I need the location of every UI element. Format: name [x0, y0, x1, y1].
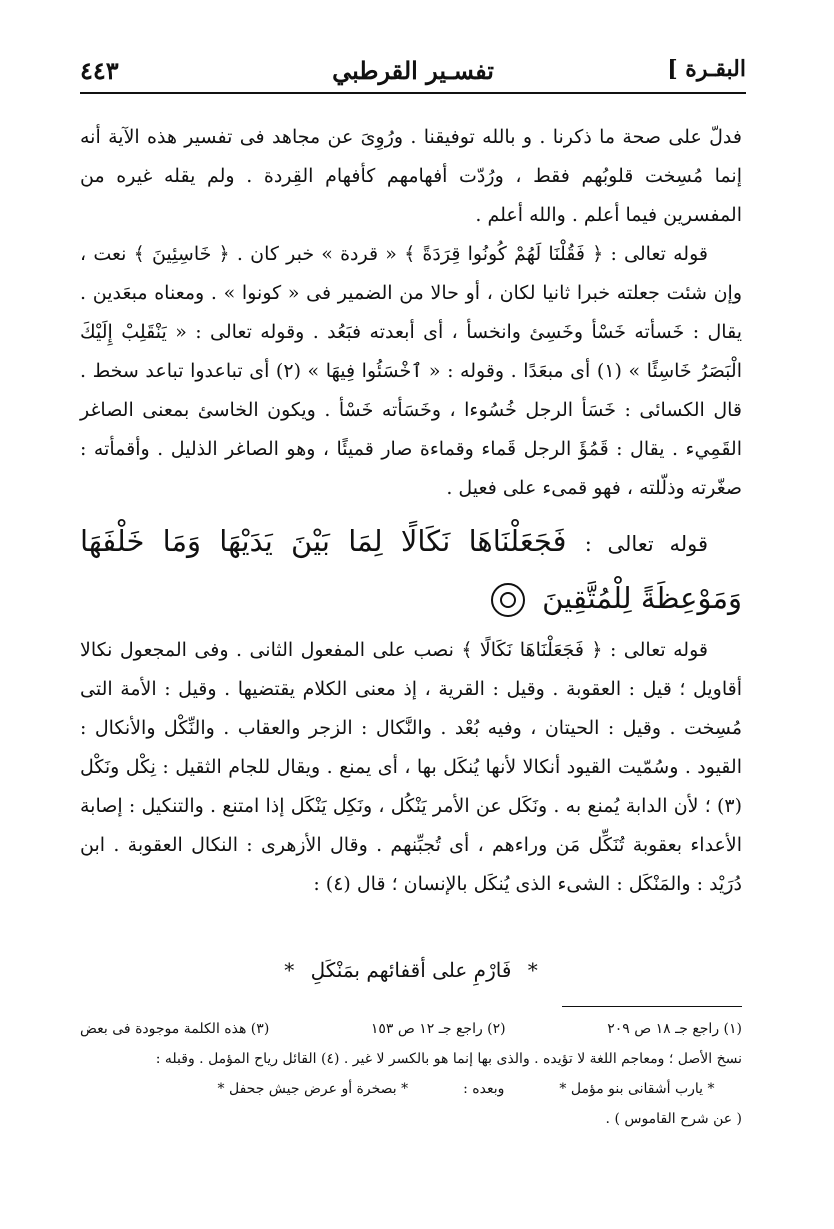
footnote-1: (١) راجع جـ ١٨ ص ٢٠٩ [607, 1021, 742, 1037]
paragraph-2: قوله تعالى : ﴿ فَقُلْنَا لَهُمْ كُونُوا قِرَدَةً ﴾ « قردة » خبر كان . ﴿ خَاسِئِينَ ﴾ نعت ، وإن شئت جعلته خبرا ثانيا لكان ، أو حالا من الضمير فى « كونوا » . ومعناه مبعَدين . يقال : خَسأته خَسْأ وخَسِئ وانخسأ ، أى أبعدته فبَعُد . وقوله تعالى : « يَنْقَلِبْ إِلَيْكَ الْبَصَرُ خَاسِئًا » (١) أى مبعَدًا . وقوله : « ٱخْسَئُوا فِيهَا » (٢) أى تباعدوا تباعد سخط . قال الكسائى : خَسَأ الرجل خُسُوءا ، وخَسَأته خَسْأ . ويكون الخاسئ بمعنى الصاغر القَمِيء . يقال : قَمُؤَ الرجل قَماء وقماءة صار قميئًا ، وهو الصاغر الذليل . وأقمأته : صغّرته وذلّلته ، فهو قمىء على فعيل . [80, 243, 742, 499]
footnote-poem-middle: وبعده : [463, 1081, 505, 1097]
poetry-line [80, 958, 742, 982]
footnote-2: (٢) راجع جـ ١٢ ص ١٥٣ [370, 1021, 506, 1037]
page-header [80, 52, 746, 94]
paragraph-3: قوله تعالى : ﴿ فَجَعَلْنَاهَا نَكَالًا ﴾ نصب على المفعول الثانى . وفى المجعول نكالا أقاويل ؛ قيل : العقوبة . وقيل : القرية ، إذ معنى الكلام يقتضيها . وقيل : الأمة التى مُسِخت . وقيل : الحيتان ، وفيه بُعْد . والنَّكال : الزجر والعقاب . والنِّكْل والأنكال : القيود . وسُمّيت القيود أنكالا لأنها يُنكَل بها ، أى يمنع . ويقال للجام الثقيل : نِكْل ونَكْل (٣) ؛ لأن الدابة يُمنع به . ونَكَل عن الأمر يَنْكُل ، ونَكِل يَنْكَل إذا امتنع . والتنكيل : إصابة الأعداء بعقوبة تُنَكِّل مَن وراءهم ، أى تُجبِّنهم . وقال الأزهرى : النكال العقوبة . ابن دُرَيْد : والمَنْكَل : الشىء الذى يُنكَل بالإنسان ؛ قال (٤) : [80, 639, 742, 895]
page-number: ٤٤٣ [80, 56, 119, 85]
footnote-divider [562, 1006, 742, 1007]
footnote-row [80, 1014, 742, 1044]
footnotes [80, 1014, 742, 1134]
quran-verse-block [80, 514, 742, 625]
footnote-poem-second: * بصخرة أو عرض جيش جحفل * [217, 1081, 409, 1097]
quran-verse-text: فَجَعَلْنَاهَا نَكَالًا لِمَا بَيْنَ يَدَيْهَا وَمَا خَلْفَهَا وَمَوْعِظَةً لِلْمُتَّقِينَ [80, 524, 742, 615]
footnote-source: ( عن شرح القاموس ) . [605, 1111, 742, 1127]
book-title: تفسـير القرطبي [332, 56, 494, 85]
footnote-line-2: نسخ الأصل ؛ ومعاجم اللغة لا تؤيده . والذى بها إنما هو بالكسر لا غير . (٤) القائل رياح المؤمل . وقبله : [155, 1051, 742, 1067]
footnote-poem-first: * يارب أشقانى بنو مؤمل * [559, 1081, 715, 1097]
main-text [80, 118, 742, 904]
ayah-end-marker-icon [491, 583, 525, 617]
paragraph-1: فدلّ على صحة ما ذكرنا . و بالله توفيقنا . ورُوِىَ عن مجاهد فى تفسير هذه الآية أنه إنما مُسِخت قلوبُهم فقط ، ورُدّت أفهامهم كأفهام القِردة . ولم يقله غيره من المفسرين فيما أعلم . والله أعلم . [80, 126, 742, 226]
footnote-poem [80, 1074, 742, 1104]
verse-intro: قوله تعالى : [584, 532, 709, 556]
star-ornament: * [527, 958, 538, 982]
surah-title: البقـرة ] [667, 56, 746, 82]
footnote-3: (٣) هذه الكلمة موجودة فى بعض [80, 1021, 270, 1037]
star-ornament: * [284, 958, 295, 982]
poetry-verse: فَارْمِ على أقفائهم بمَنْكَلِ [310, 958, 512, 982]
